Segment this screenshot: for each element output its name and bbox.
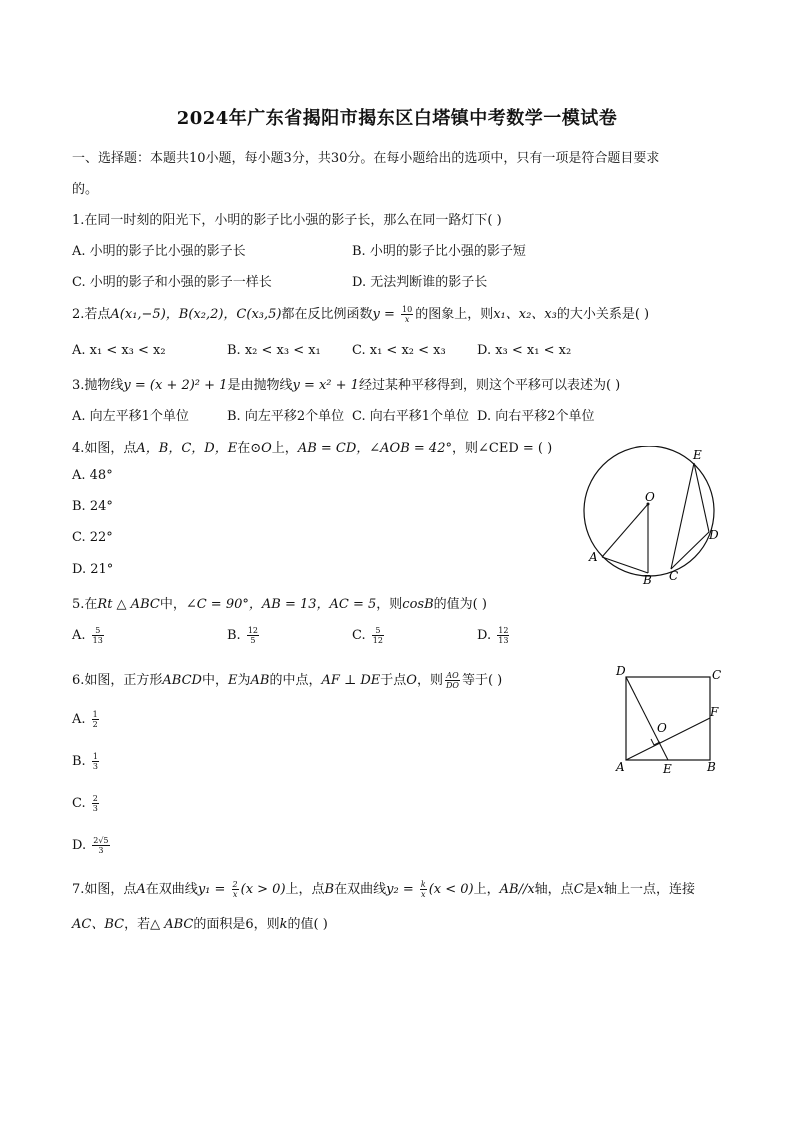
question-5-option-b [227, 626, 261, 645]
question-2-option-a: A. x₁ < x₃ < x₂ [72, 343, 166, 358]
frac-den: DO [445, 681, 459, 690]
q6-square: ABCD [162, 673, 202, 688]
frac-num: k [420, 880, 426, 889]
segment-de [626, 677, 668, 760]
frac-den: 3 [92, 762, 98, 771]
q2-text: 2.若点 [72, 307, 111, 322]
option-fraction [92, 710, 99, 729]
option-label: A. [72, 628, 86, 643]
q2-vars: x₁、x₂、x₃ [493, 307, 557, 322]
question-5-stem [72, 593, 487, 612]
frac-den: 2 [92, 720, 98, 729]
q7-text: 是 [583, 882, 597, 897]
q6-text: 中， [201, 673, 228, 688]
frac-den: 3 [92, 804, 98, 813]
q3-formula-2: y = x² + 1 [292, 378, 359, 393]
frac-num: 5 [92, 626, 104, 636]
question-1-option-b: B. 小明的影子比小强的影子短 [352, 244, 526, 259]
label-b: B [707, 760, 716, 774]
q3-text: 3.抛物线 [72, 378, 124, 393]
q3-text: 经过某种平移得到，则这个平移可以表述为( ) [358, 378, 621, 393]
frac-num: 5 [372, 626, 384, 636]
q7-a: A [136, 882, 146, 897]
question-1-stem: 1.在同一时刻的阳光下，小明的影子比小强的影子长，那么在同一路灯下( ) [72, 213, 502, 228]
q2-text: 都在反比例函数 [281, 307, 373, 322]
q6-text: 等于( ) [461, 673, 503, 688]
frac-den: x [232, 890, 238, 899]
label-e: E [663, 762, 672, 776]
q7-y1: y₁ = [197, 882, 230, 897]
q6-text: 6.如图，正方形 [72, 673, 163, 688]
option-fraction [92, 794, 99, 813]
q5-text: 中， [159, 597, 186, 612]
q6-o: O [406, 673, 417, 688]
frac-num: 12 [247, 626, 259, 635]
q5-triangle: Rt △ ABC [97, 597, 160, 612]
segment-cd [671, 532, 709, 569]
section-heading-cont: 的。 [72, 182, 99, 197]
q2-text: 的大小关系是( ) [556, 307, 650, 322]
label-o: O [645, 490, 655, 504]
option-fraction [92, 626, 104, 645]
q6-text: 为 [237, 673, 251, 688]
q6-text: 的中点， [269, 673, 322, 688]
q5-condition: ∠C = 90°，AB = 13，AC = 5 [185, 597, 377, 612]
label-d: D [616, 664, 626, 678]
segment-oa [602, 504, 648, 557]
q7-text: 上，点 [285, 882, 325, 897]
question-3-option-d: D. 向右平移2个单位 [477, 409, 595, 424]
q6-condition: AF ⊥ DE [321, 673, 381, 688]
q7-text: 在双曲线 [334, 882, 387, 897]
q5-text: 的值为( ) [433, 597, 487, 612]
q7-cond-1: (x > 0) [240, 882, 286, 897]
q5-text: 5.在 [72, 597, 98, 612]
frac-num: 12 [498, 626, 509, 635]
frac-num: 1 [92, 752, 98, 761]
q7-x: x [596, 882, 604, 897]
question-2-stem [72, 303, 649, 324]
question-7-stem [72, 878, 695, 899]
frac-num: AO [446, 671, 459, 680]
option-label: C. [352, 628, 366, 643]
q6-text: 于点 [380, 673, 407, 688]
frac-num: 2√5 [93, 836, 109, 845]
question-6-option-b [72, 752, 101, 771]
option-label: D. [72, 838, 87, 853]
question-6-stem [72, 669, 502, 690]
frac-den: 13 [498, 636, 509, 645]
segment-ce [671, 463, 694, 569]
q7-text: 的值( ) [287, 917, 328, 932]
frac-den: x [421, 890, 426, 899]
q2-text: 的图象上，则 [415, 307, 494, 322]
question-6-square-figure [608, 660, 728, 778]
label-e: E [693, 448, 702, 462]
option-fraction [247, 626, 259, 645]
q7-k: k [279, 917, 288, 932]
q2-frac-den: x [404, 315, 410, 324]
option-fraction [372, 626, 384, 645]
label-b: B [643, 573, 652, 586]
question-5-option-a [72, 626, 106, 645]
frac-den: 12 [372, 636, 383, 645]
segment-af [626, 718, 710, 760]
q7-text: 的面积是6，则 [193, 917, 280, 932]
option-fraction [92, 836, 109, 855]
label-f: F [710, 705, 719, 719]
q7-text: 轴，点 [534, 882, 574, 897]
q4-text: 4.如图，点 [72, 441, 137, 456]
question-1-option-d: D. 无法判断谁的影子长 [352, 275, 488, 290]
q7-text: ，若 [124, 917, 151, 932]
q7-cond-2: (x < 0) [428, 882, 474, 897]
label-o: O [657, 721, 667, 735]
label-a: A [589, 550, 598, 564]
question-3-option-b: B. 向左平移2个单位 [227, 409, 345, 424]
option-fraction [92, 752, 99, 771]
frac-den: 5 [250, 636, 256, 645]
q4-condition: AB = CD，∠AOB = 42° [297, 441, 452, 456]
question-1-option-a: A. 小明的影子比小强的影子长 [72, 244, 246, 259]
option-label: C. [72, 796, 86, 811]
question-3-option-c: C. 向右平移1个单位 [352, 409, 470, 424]
question-2-option-b: B. x₂ < x₃ < x₁ [227, 343, 321, 358]
q7-text: 在双曲线 [145, 882, 198, 897]
frac-den: 3 [98, 846, 104, 855]
q3-text: 是由抛物线 [227, 378, 293, 393]
q4-points: A，B，C，D，E [136, 441, 238, 456]
q6-ab: AB [250, 673, 270, 688]
q6-text: ，则 [416, 673, 443, 688]
q4-text: 在 [237, 441, 251, 456]
q7-segments: AC、BC [72, 917, 125, 932]
question-4-circle-figure [578, 446, 728, 586]
question-6-option-d [72, 836, 112, 855]
option-label: A. [72, 712, 86, 727]
q4-text: ，则∠CED = ( ) [451, 441, 553, 456]
q7-parallel: AB//x [499, 882, 535, 897]
question-3-stem [72, 374, 620, 393]
question-4-option-b: B. 24° [72, 499, 113, 514]
question-2-option-c: C. x₁ < x₂ < x₃ [352, 343, 446, 358]
question-2-option-d: D. x₃ < x₁ < x₂ [477, 343, 572, 358]
q2-func: y = [372, 307, 399, 322]
q4-text: 上， [271, 441, 298, 456]
segment-ab [602, 557, 648, 573]
option-fraction [497, 626, 509, 645]
question-6-option-a [72, 710, 101, 729]
square-abcd [626, 677, 710, 760]
q2-frac-num: 10 [402, 305, 413, 314]
question-4-option-c: C. 22° [72, 530, 113, 545]
section-heading: 一、选择题：本题共10小题，每小题3分，共30分。在每小题给出的选项中，只有一项是符合题目要求 [72, 151, 660, 166]
frac-num: 2 [92, 794, 98, 803]
frac-num: 2 [232, 880, 238, 889]
question-5-option-c [352, 626, 386, 645]
q3-formula-1: y = (x + 2)² + 1 [123, 378, 228, 393]
q7-text: 上， [473, 882, 500, 897]
label-d: D [709, 528, 719, 542]
q7-b: B [324, 882, 335, 897]
option-label: D. [477, 628, 492, 643]
question-7-stem-cont [72, 913, 328, 932]
q7-y2: y₂ = [386, 882, 418, 897]
q2-points: A(x₁,−5)，B(x₂,2)，C(x₃,5) [110, 307, 282, 322]
q7-frac-1 [232, 880, 239, 899]
option-label: B. [227, 628, 241, 643]
frac-den: 13 [92, 636, 103, 645]
question-5-option-d [477, 626, 511, 645]
option-label: B. [72, 754, 86, 769]
label-a: A [616, 760, 625, 774]
q7-triangle: △ ABC [150, 917, 194, 932]
q7-text: 7.如图，点 [72, 882, 137, 897]
q7-c: C [573, 882, 584, 897]
q5-text: ，则 [376, 597, 403, 612]
q7-frac-2 [420, 880, 427, 899]
q6-fraction [445, 671, 460, 690]
frac-num: 1 [92, 710, 98, 719]
q6-e: E [227, 673, 238, 688]
question-6-option-c [72, 794, 101, 813]
question-4-stem [72, 437, 552, 456]
question-1-option-c: C. 小明的影子和小强的影子一样长 [72, 275, 272, 290]
q7-text: 轴上一点，连接 [604, 882, 696, 897]
question-4-option-a: A. 48° [72, 468, 113, 483]
q4-circle: ⊙O [250, 441, 272, 456]
question-3-option-a: A. 向左平移1个单位 [72, 409, 189, 424]
q2-fraction [401, 305, 413, 324]
question-4-option-d: D. 21° [72, 562, 114, 577]
label-c: C [712, 668, 722, 682]
label-c: C [669, 569, 679, 583]
q5-function: cosB [402, 597, 434, 612]
page-title: 2024年广东省揭阳市揭东区白塔镇中考数学一模试卷 [176, 108, 618, 129]
